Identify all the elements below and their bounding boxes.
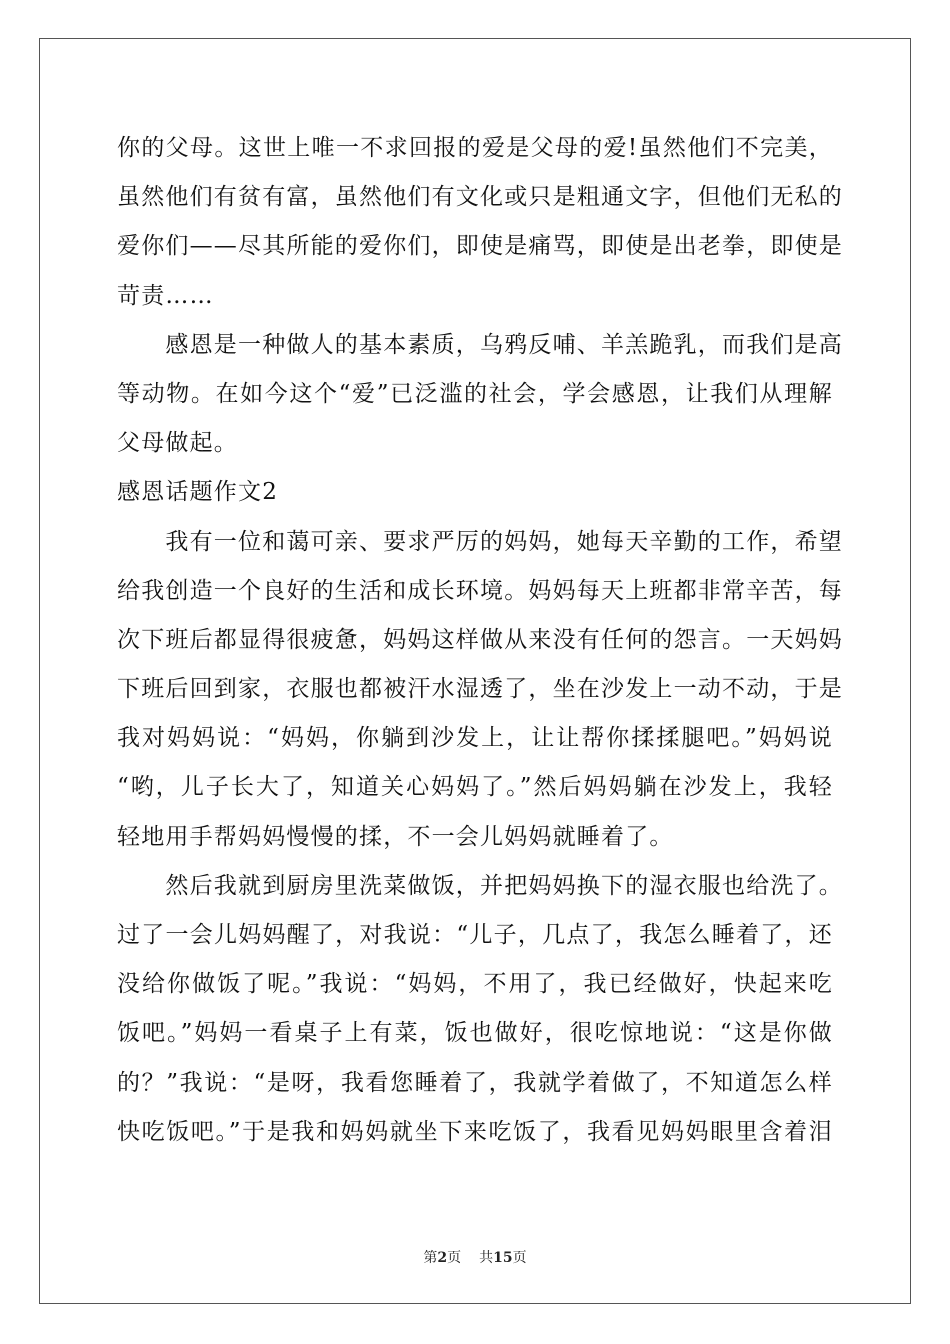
text-line: 虽然他们有贫有富，虽然他们有文化或只是粗通文字，但他们无私的 [117,184,843,211]
text-line: 的？”我说：“是呀，我看您睡着了，我就学着做了，不知道怎么样 [117,1069,833,1096]
footer-page-suffix: 页 [447,1250,462,1266]
text-line: 过了一会儿妈妈醒了，对我说：“儿子，几点了，我怎么睡着了，还 [117,922,833,948]
text-line: 没给你做饭了呢。”我说：“妈妈，不用了，我已经做好，快起来吃 [117,971,833,998]
text-line: 你的父母。这世上唯一不求回报的爱是父母的爱!虽然他们不完美， [117,135,833,161]
text-line: “哟，儿子长大了，知道关心妈妈了。”然后妈妈躺在沙发上，我轻 [117,774,833,801]
text-line: 下班后回到家，衣服也都被汗水湿透了，坐在沙发上一动不动，于是 [117,676,843,703]
text-line: 等动物。在如今这个“爱”已泛滥的社会，学会感恩，让我们从理解 [117,380,833,407]
text-line: 我有一位和蔼可亲、要求严厉的妈妈，她每天辛勤的工作，希望 [117,528,843,555]
text-line: 次下班后都显得很疲惫，妈妈这样做从来没有任何的怨言。一天妈妈 [117,626,843,653]
page-footer [0,1247,950,1267]
section-heading: 感恩话题作文2 [117,479,279,506]
footer-prefix: 第 [423,1250,438,1266]
text-line: 爱你们——尽其所能的爱你们，即使是痛骂，即使是出老拳，即使是 [117,233,843,260]
document-body [117,124,843,1157]
text-line: 饭吧。”妈妈一看桌子上有菜，饭也做好，很吃惊地说：“这是你做 [117,1020,833,1047]
footer-total-prefix: 共 [479,1250,494,1266]
footer-total-suffix: 页 [512,1250,527,1266]
text-line: 父母做起。 [117,430,238,457]
text-line: 轻地用手帮妈妈慢慢的揉，不一会儿妈妈就睡着了。 [117,823,674,850]
footer-total-pages: 15 [493,1250,513,1266]
text-line: 快吃饭吧。”于是我和妈妈就坐下来吃饭了，我看见妈妈眼里含着泪 [117,1118,833,1145]
text-line: 感恩是一种做人的基本素质，乌鸦反哺、羊羔跪乳，而我们是高 [117,331,843,358]
text-line: 苛责…… [117,282,214,309]
text-line: 然后我就到厨房里洗菜做饭，并把妈妈换下的湿衣服也给洗了。 [117,872,843,899]
text-line: 给我创造一个良好的生活和成长环境。妈妈每天上班都非常辛苦，每 [117,577,843,604]
text-line: 我对妈妈说：“妈妈，你躺到沙发上，让让帮你揉揉腿吧。”妈妈说 [117,725,833,752]
footer-page-number: 2 [437,1250,448,1266]
